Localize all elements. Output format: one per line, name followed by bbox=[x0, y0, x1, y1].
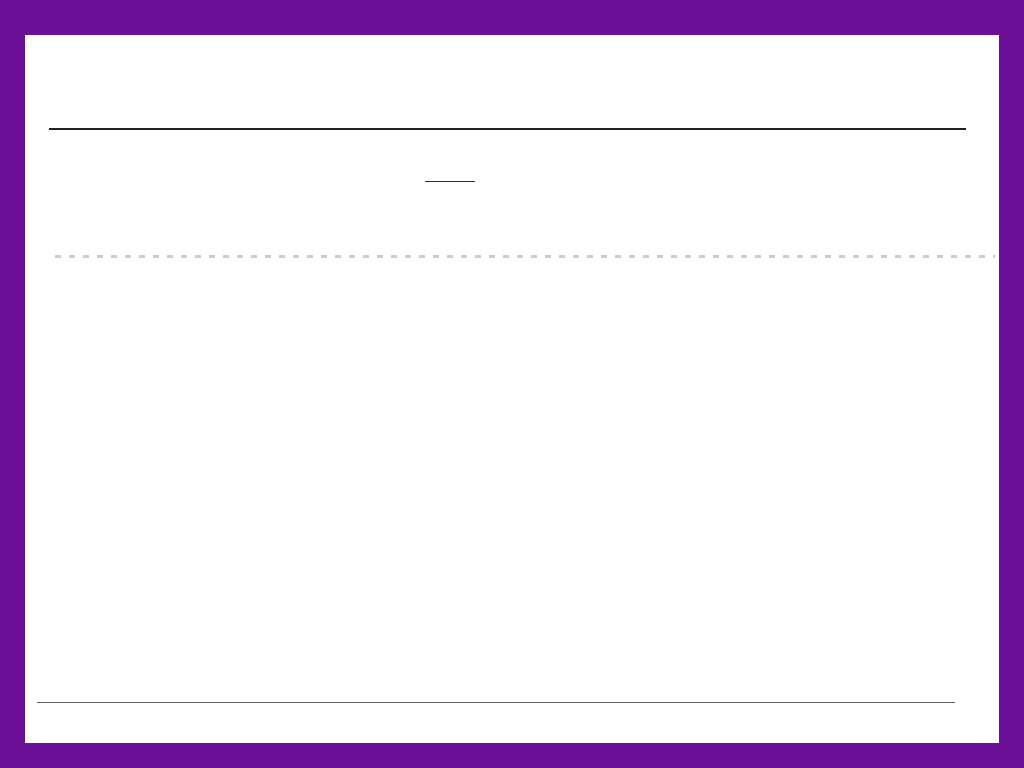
top-header-rule bbox=[49, 128, 966, 130]
cut-off-row bbox=[55, 255, 995, 258]
report-page bbox=[25, 35, 999, 743]
footer-rule bbox=[37, 702, 955, 703]
handwritten-arrow-line bbox=[425, 181, 475, 182]
